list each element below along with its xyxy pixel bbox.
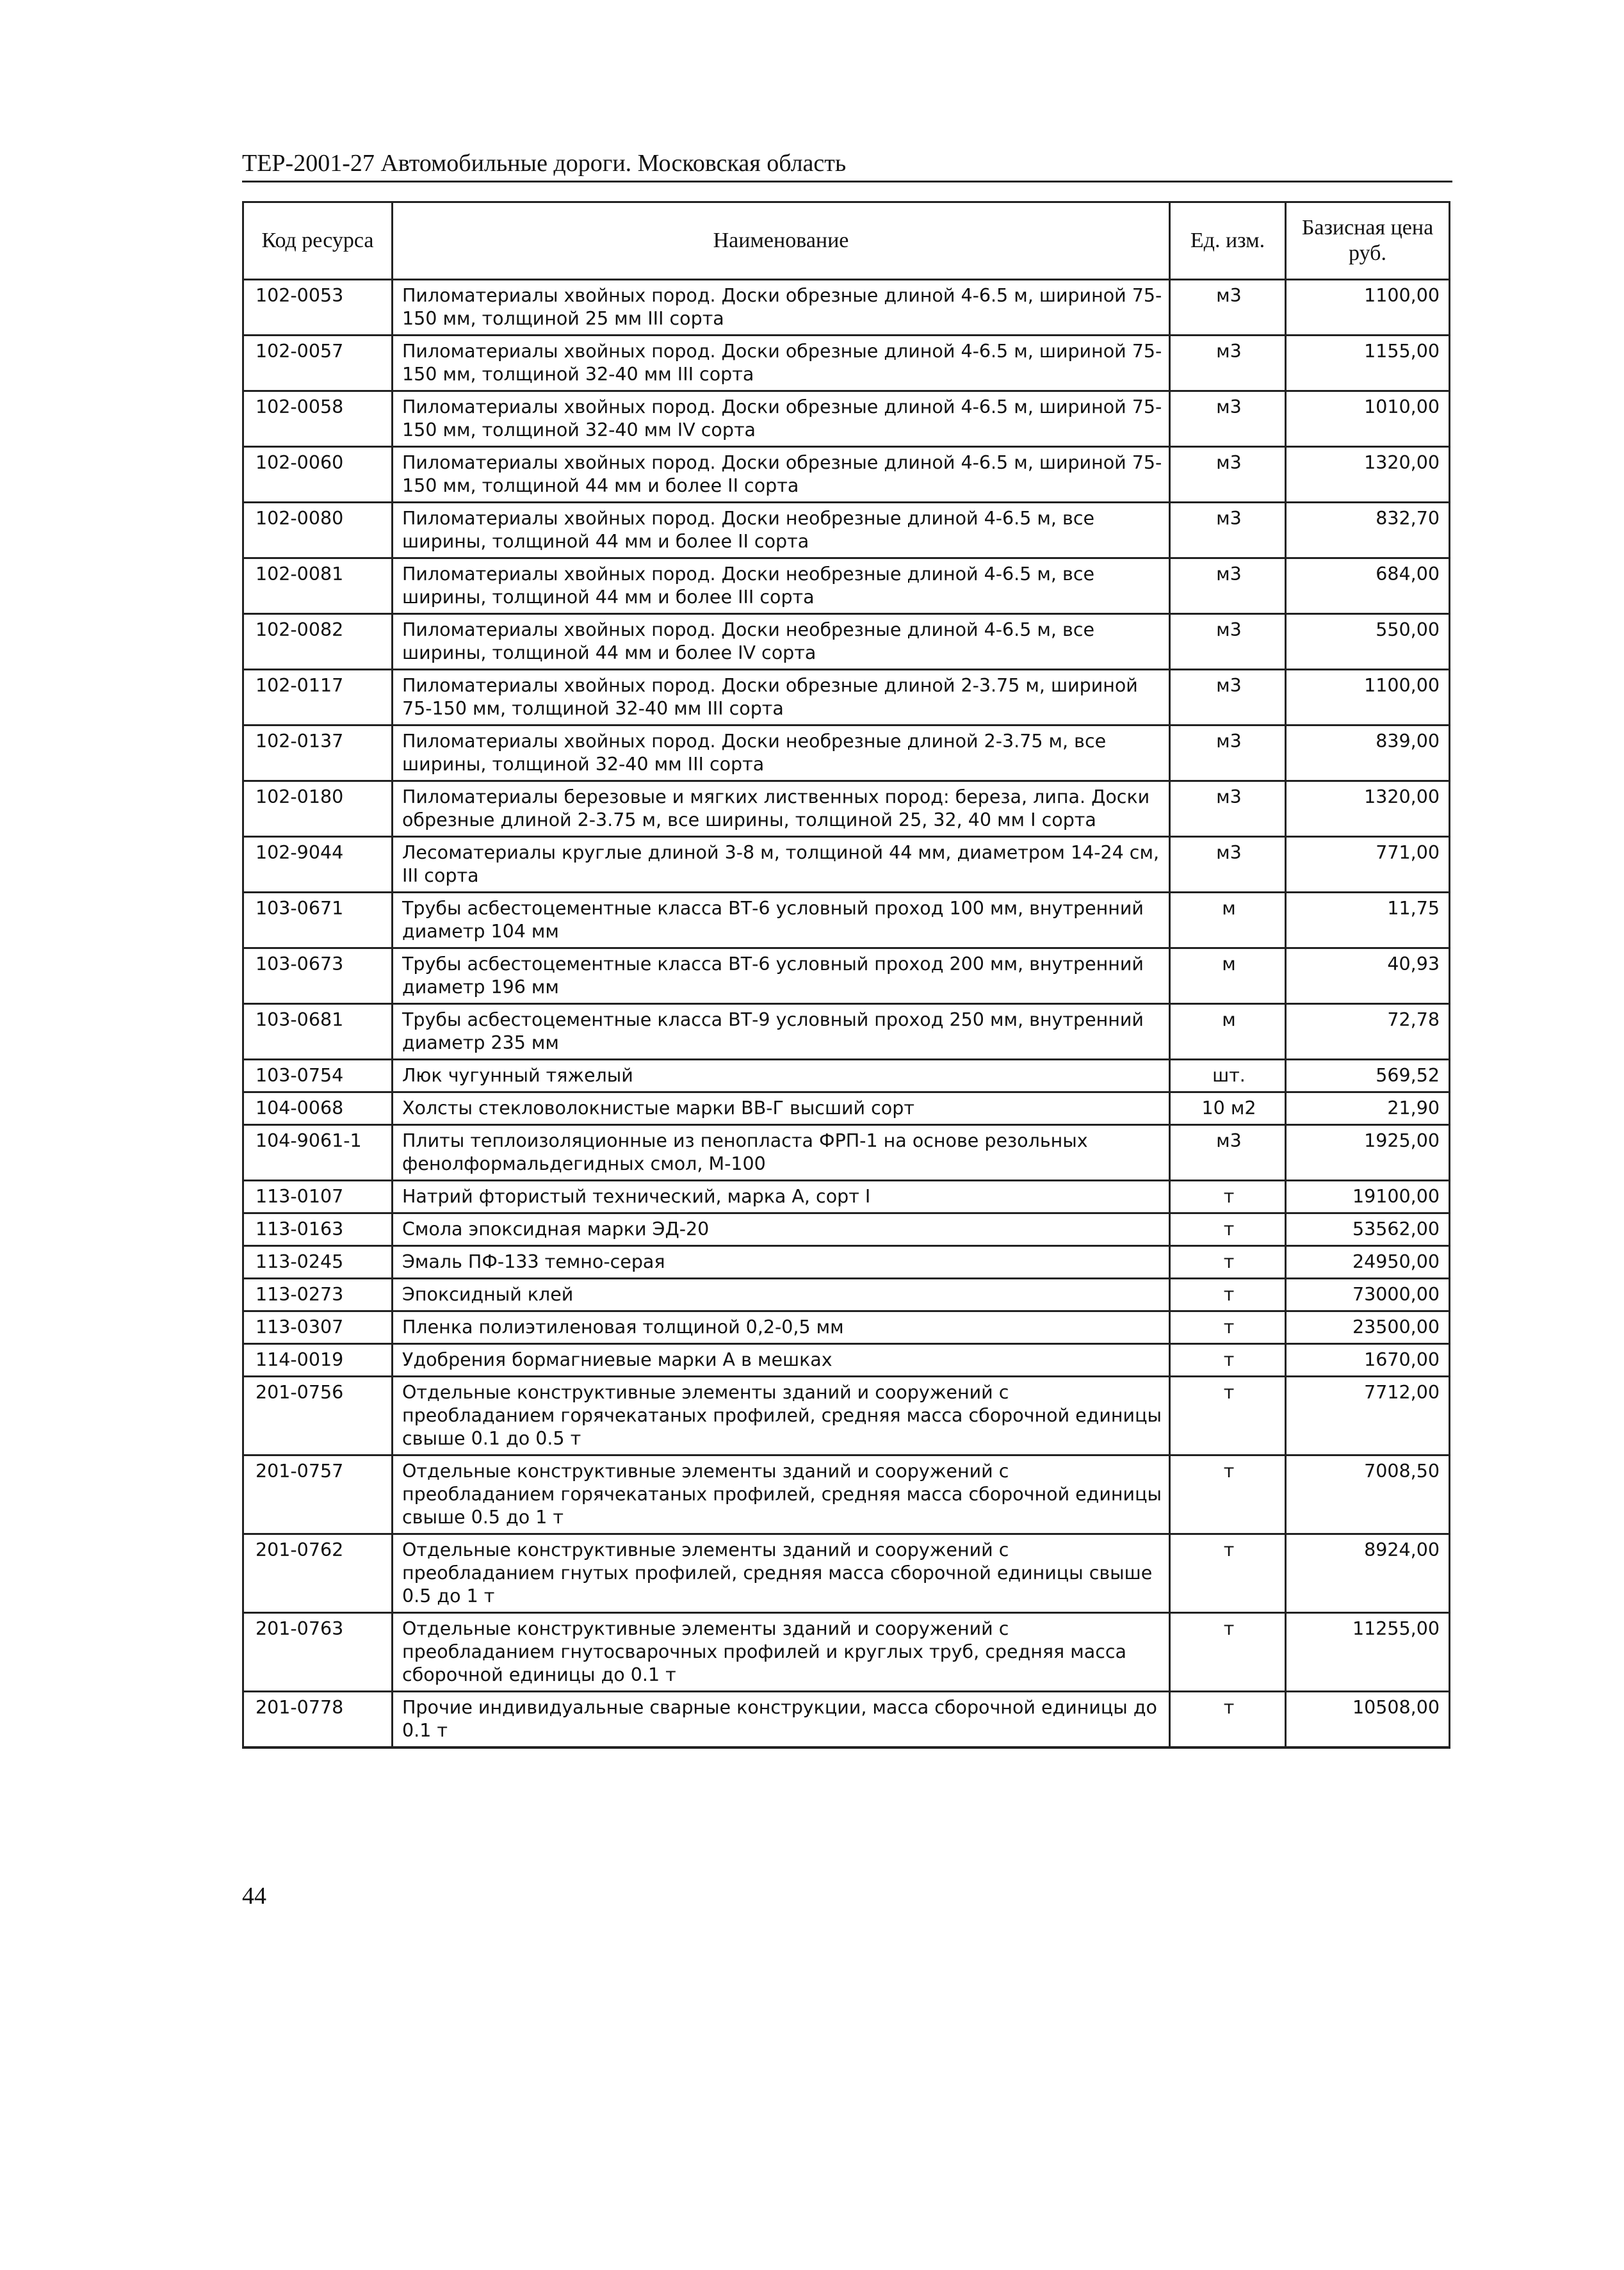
table-row [243, 1311, 1450, 1344]
cell-price: 550,00 [1286, 614, 1450, 670]
cell-unit: м3 [1170, 670, 1286, 726]
cell-unit: т [1170, 1377, 1286, 1455]
cell-unit: т [1170, 1279, 1286, 1311]
table-row [243, 1213, 1450, 1246]
cell-unit: м3 [1170, 336, 1286, 391]
table-row [243, 1613, 1450, 1692]
cell-unit: м3 [1170, 447, 1286, 503]
column-header-name: Наименование [393, 202, 1170, 280]
cell-code: 102-0053 [243, 280, 393, 336]
cell-name: Прочие индивидуальные сварные конструкции, масса сборочной единицы до 0.1 т [393, 1692, 1170, 1748]
cell-name: Пиломатериалы хвойных пород. Доски обрезные длиной 4-6.5 м, шириной 75-150 мм, толщиной 32-40 мм III сорта [393, 336, 1170, 391]
cell-price: 1010,00 [1286, 391, 1450, 447]
cell-price: 10508,00 [1286, 1692, 1450, 1748]
cell-name: Пиломатериалы хвойных пород. Доски обрезные длиной 2-3.75 м, шириной 75-150 мм, толщиной 32-40 мм III сорта [393, 670, 1170, 726]
cell-code: 114-0019 [243, 1344, 393, 1377]
cell-code: 102-0057 [243, 336, 393, 391]
resource-price-table [242, 201, 1450, 1749]
cell-price: 7712,00 [1286, 1377, 1450, 1455]
cell-code: 201-0757 [243, 1455, 393, 1534]
cell-code: 113-0107 [243, 1181, 393, 1213]
table-row [243, 948, 1450, 1004]
table-row [243, 1377, 1450, 1455]
table-row [243, 1534, 1450, 1613]
cell-code: 103-0681 [243, 1004, 393, 1060]
table-row [243, 1455, 1450, 1534]
cell-code: 103-0754 [243, 1060, 393, 1092]
cell-unit: м3 [1170, 781, 1286, 837]
cell-price: 24950,00 [1286, 1246, 1450, 1279]
cell-code: 113-0245 [243, 1246, 393, 1279]
cell-name: Натрий фтористый технический, марка А, сорт I [393, 1181, 1170, 1213]
cell-price: 684,00 [1286, 558, 1450, 614]
cell-code: 104-9061-1 [243, 1125, 393, 1181]
cell-name: Пиломатериалы хвойных пород. Доски обрезные длиной 4-6.5 м, шириной 75-150 мм, толщиной 25 мм III сорта [393, 280, 1170, 336]
cell-code: 102-0117 [243, 670, 393, 726]
cell-price: 832,70 [1286, 503, 1450, 558]
cell-price: 1100,00 [1286, 280, 1450, 336]
cell-name: Пиломатериалы хвойных пород. Доски необрезные длиной 4-6.5 м, все ширины, толщиной 44 мм и более III сорта [393, 558, 1170, 614]
cell-unit: м3 [1170, 837, 1286, 893]
cell-code: 102-0058 [243, 391, 393, 447]
cell-name: Отдельные конструктивные элементы зданий и сооружений с преобладанием горячекатаных профилей, средняя масса сборочной единицы свыше 0.5 до 1 т [393, 1455, 1170, 1534]
cell-name: Пиломатериалы хвойных пород. Доски обрезные длиной 4-6.5 м, шириной 75-150 мм, толщиной 44 мм и более II сорта [393, 447, 1170, 503]
column-header-code: Код ресурса [243, 202, 393, 280]
cell-unit: м3 [1170, 1125, 1286, 1181]
cell-unit: т [1170, 1246, 1286, 1279]
cell-unit: м3 [1170, 503, 1286, 558]
cell-code: 102-0060 [243, 447, 393, 503]
cell-name: Плиты теплоизоляционные из пенопласта ФРП-1 на основе резольных фенолформальдегидных смол, М-100 [393, 1125, 1170, 1181]
cell-unit: т [1170, 1613, 1286, 1692]
cell-code: 102-9044 [243, 837, 393, 893]
cell-code: 113-0307 [243, 1311, 393, 1344]
cell-price: 11255,00 [1286, 1613, 1450, 1692]
cell-unit: т [1170, 1344, 1286, 1377]
cell-price: 7008,50 [1286, 1455, 1450, 1534]
cell-price: 73000,00 [1286, 1279, 1450, 1311]
cell-price: 1100,00 [1286, 670, 1450, 726]
cell-name: Пиломатериалы березовые и мягких лиственных пород: береза, липа. Доски обрезные длиной 2-3.75 м, все ширины, толщиной 25, 32, 40 мм I сорта [393, 781, 1170, 837]
cell-name: Трубы асбестоцементные класса ВТ-6 условный проход 200 мм, внутренний диаметр 196 мм [393, 948, 1170, 1004]
cell-unit: м3 [1170, 726, 1286, 781]
table-header-row [243, 202, 1450, 280]
table-row [243, 1344, 1450, 1377]
cell-code: 102-0180 [243, 781, 393, 837]
cell-price: 569,52 [1286, 1060, 1450, 1092]
table-row [243, 447, 1450, 503]
cell-unit: м3 [1170, 558, 1286, 614]
table-row [243, 670, 1450, 726]
cell-price: 8924,00 [1286, 1534, 1450, 1613]
table-row [243, 1692, 1450, 1748]
cell-unit: м3 [1170, 614, 1286, 670]
cell-price: 11,75 [1286, 893, 1450, 948]
cell-name: Пиломатериалы хвойных пород. Доски необрезные длиной 4-6.5 м, все ширины, толщиной 44 мм и более IV сорта [393, 614, 1170, 670]
cell-unit: м3 [1170, 280, 1286, 336]
cell-code: 104-0068 [243, 1092, 393, 1125]
cell-name: Трубы асбестоцементные класса ВТ-6 условный проход 100 мм, внутренний диаметр 104 мм [393, 893, 1170, 948]
cell-price: 40,93 [1286, 948, 1450, 1004]
cell-code: 103-0671 [243, 893, 393, 948]
table-row [243, 781, 1450, 837]
cell-price: 1670,00 [1286, 1344, 1450, 1377]
cell-name: Лесоматериалы круглые длиной 3-8 м, толщиной 44 мм, диаметром 14-24 см, III сорта [393, 837, 1170, 893]
cell-price: 23500,00 [1286, 1311, 1450, 1344]
cell-name: Эпоксидный клей [393, 1279, 1170, 1311]
table-body [243, 280, 1450, 1748]
cell-code: 113-0273 [243, 1279, 393, 1311]
cell-code: 201-0778 [243, 1692, 393, 1748]
document-header: ТЕР-2001-27 Автомобильные дороги. Московская область [242, 149, 1452, 182]
cell-unit: т [1170, 1534, 1286, 1613]
cell-name: Люк чугунный тяжелый [393, 1060, 1170, 1092]
cell-unit: м3 [1170, 391, 1286, 447]
cell-code: 201-0762 [243, 1534, 393, 1613]
cell-name: Отдельные конструктивные элементы зданий и сооружений с преобладанием гнутосварочных профилей и круглых труб, средняя масса сборочной единицы до 0.1 т [393, 1613, 1170, 1692]
cell-unit: м [1170, 1004, 1286, 1060]
table-row [243, 1181, 1450, 1213]
cell-name: Эмаль ПФ-133 темно-серая [393, 1246, 1170, 1279]
table-row [243, 614, 1450, 670]
cell-name: Холсты стекловолокнистые марки ВВ-Г высший сорт [393, 1092, 1170, 1125]
cell-name: Трубы асбестоцементные класса ВТ-9 условный проход 250 мм, внутренний диаметр 235 мм [393, 1004, 1170, 1060]
page-number: 44 [242, 1883, 266, 1909]
cell-unit: 10 м2 [1170, 1092, 1286, 1125]
cell-price: 72,78 [1286, 1004, 1450, 1060]
table-row [243, 1004, 1450, 1060]
cell-name: Отдельные конструктивные элементы зданий и сооружений с преобладанием гнутых профилей, средняя масса сборочной единицы свыше 0.5 до 1 т [393, 1534, 1170, 1613]
table-header [243, 202, 1450, 280]
table-row [243, 391, 1450, 447]
table-row [243, 1246, 1450, 1279]
cell-code: 201-0763 [243, 1613, 393, 1692]
table-row [243, 1279, 1450, 1311]
cell-code: 201-0756 [243, 1377, 393, 1455]
cell-code: 102-0081 [243, 558, 393, 614]
table-row [243, 1125, 1450, 1181]
column-header-unit: Ед. изм. [1170, 202, 1286, 280]
table-row [243, 726, 1450, 781]
cell-price: 771,00 [1286, 837, 1450, 893]
cell-code: 102-0082 [243, 614, 393, 670]
cell-unit: т [1170, 1181, 1286, 1213]
cell-name: Пиломатериалы хвойных пород. Доски необрезные длиной 4-6.5 м, все ширины, толщиной 44 мм и более II сорта [393, 503, 1170, 558]
cell-unit: м [1170, 948, 1286, 1004]
cell-price: 1320,00 [1286, 781, 1450, 837]
cell-price: 53562,00 [1286, 1213, 1450, 1246]
cell-price: 1925,00 [1286, 1125, 1450, 1181]
cell-name: Отдельные конструктивные элементы зданий и сооружений с преобладанием горячекатаных профилей, средняя масса сборочной единицы свыше 0.1 до 0.5 т [393, 1377, 1170, 1455]
cell-code: 103-0673 [243, 948, 393, 1004]
cell-code: 102-0080 [243, 503, 393, 558]
cell-name: Пиломатериалы хвойных пород. Доски необрезные длиной 2-3.75 м, все ширины, толщиной 32-40 мм III сорта [393, 726, 1170, 781]
cell-unit: м [1170, 893, 1286, 948]
cell-price: 21,90 [1286, 1092, 1450, 1125]
cell-code: 102-0137 [243, 726, 393, 781]
table-row [243, 558, 1450, 614]
cell-price: 839,00 [1286, 726, 1450, 781]
cell-unit: шт. [1170, 1060, 1286, 1092]
cell-unit: т [1170, 1455, 1286, 1534]
cell-unit: т [1170, 1213, 1286, 1246]
table-row [243, 1060, 1450, 1092]
cell-price: 19100,00 [1286, 1181, 1450, 1213]
table-row [243, 837, 1450, 893]
cell-unit: т [1170, 1692, 1286, 1748]
cell-unit: т [1170, 1311, 1286, 1344]
table-row [243, 1092, 1450, 1125]
table-row [243, 503, 1450, 558]
column-header-price: Базисная цена руб. [1286, 202, 1450, 280]
table-row [243, 280, 1450, 336]
cell-price: 1155,00 [1286, 336, 1450, 391]
cell-name: Смола эпоксидная марки ЭД-20 [393, 1213, 1170, 1246]
cell-code: 113-0163 [243, 1213, 393, 1246]
cell-price: 1320,00 [1286, 447, 1450, 503]
cell-name: Пленка полиэтиленовая толщиной 0,2-0,5 мм [393, 1311, 1170, 1344]
table-row [243, 893, 1450, 948]
cell-name: Удобрения бормагниевые марки А в мешках [393, 1344, 1170, 1377]
table-row [243, 336, 1450, 391]
cell-name: Пиломатериалы хвойных пород. Доски обрезные длиной 4-6.5 м, шириной 75-150 мм, толщиной 32-40 мм IV сорта [393, 391, 1170, 447]
